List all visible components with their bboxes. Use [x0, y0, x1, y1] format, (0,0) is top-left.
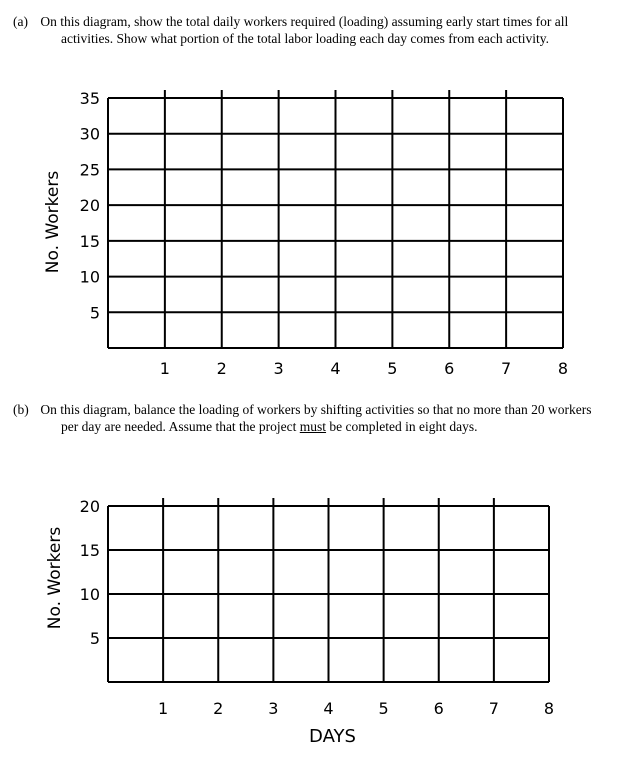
chart-a-ytick-5: 5 [89, 303, 100, 323]
part-b-text-before: On this diagram, balance the loading of workers by shifting activities so that no more than 20 workers per day are needed. Assume that the project [40, 402, 592, 434]
chart-b-xtick-8: 8 [543, 699, 555, 718]
part-b-underlined-word: must [299, 418, 327, 434]
part-b-text-after: be completed in eight days. [326, 418, 478, 434]
chart-a-ytick-10: 10 [79, 267, 100, 287]
chart-b-balanced-loading [45, 497, 554, 747]
chart-b-xtick-2: 2 [213, 699, 224, 718]
chart-a-xtick-1: 1 [159, 359, 170, 378]
chart-b-xtick-5: 5 [378, 699, 389, 718]
question-part-a: (a) On this diagram, show the total daily workers required (loading) assuming early start times for all activities. Show what portion of the total labor loading each day comes from each activity. [13, 14, 569, 46]
chart-a-xtick-7: 7 [501, 359, 512, 378]
chart-b-xtick-4: 4 [323, 699, 334, 718]
chart-a-ytick-20: 20 [79, 196, 100, 216]
chart-b-xtick-6: 6 [433, 699, 444, 718]
chart-a-xtick-5: 5 [387, 359, 398, 378]
chart-b-ytick-5: 5 [89, 629, 100, 648]
part-a-text: On this diagram, show the total daily workers required (loading) assuming early start times for all activities. Show what portion of the total labor loading each day comes from each activity. [40, 14, 569, 46]
chart-b-xlabel: DAYS [309, 726, 356, 747]
chart-a-xtick-8: 8 [557, 359, 569, 378]
chart-b-xtick-1: 1 [158, 699, 169, 718]
chart-a-ytick-25: 25 [79, 160, 100, 180]
chart-a-xtick-2: 2 [216, 359, 227, 378]
chart-a-ytick-15: 15 [79, 231, 100, 251]
chart-a-ytick-35: 35 [79, 89, 100, 108]
chart-a-ytick-30: 30 [79, 124, 100, 144]
chart-b-ylabel: No. Workers [45, 526, 65, 630]
question-part-b: (b) On this diagram, balance the loading of workers by shifting activities so that no more than 20 workers per day are needed. Assume that the project must be completed in eight days. [13, 402, 592, 434]
chart-b-ytick-20: 20 [79, 497, 100, 516]
chart-b-ytick-10: 10 [79, 585, 100, 604]
chart-b-xtick-3: 3 [268, 699, 279, 718]
chart-a-xtick-4: 4 [330, 359, 341, 378]
chart-a-xtick-6: 6 [444, 359, 455, 378]
chart-a-ylabel: No. Workers [43, 170, 63, 274]
chart-a-xtick-3: 3 [273, 359, 284, 378]
chart-b-ytick-15: 15 [79, 541, 100, 560]
chart-b-xtick-7: 7 [488, 699, 499, 718]
chart-a-workers-loading [43, 89, 568, 378]
